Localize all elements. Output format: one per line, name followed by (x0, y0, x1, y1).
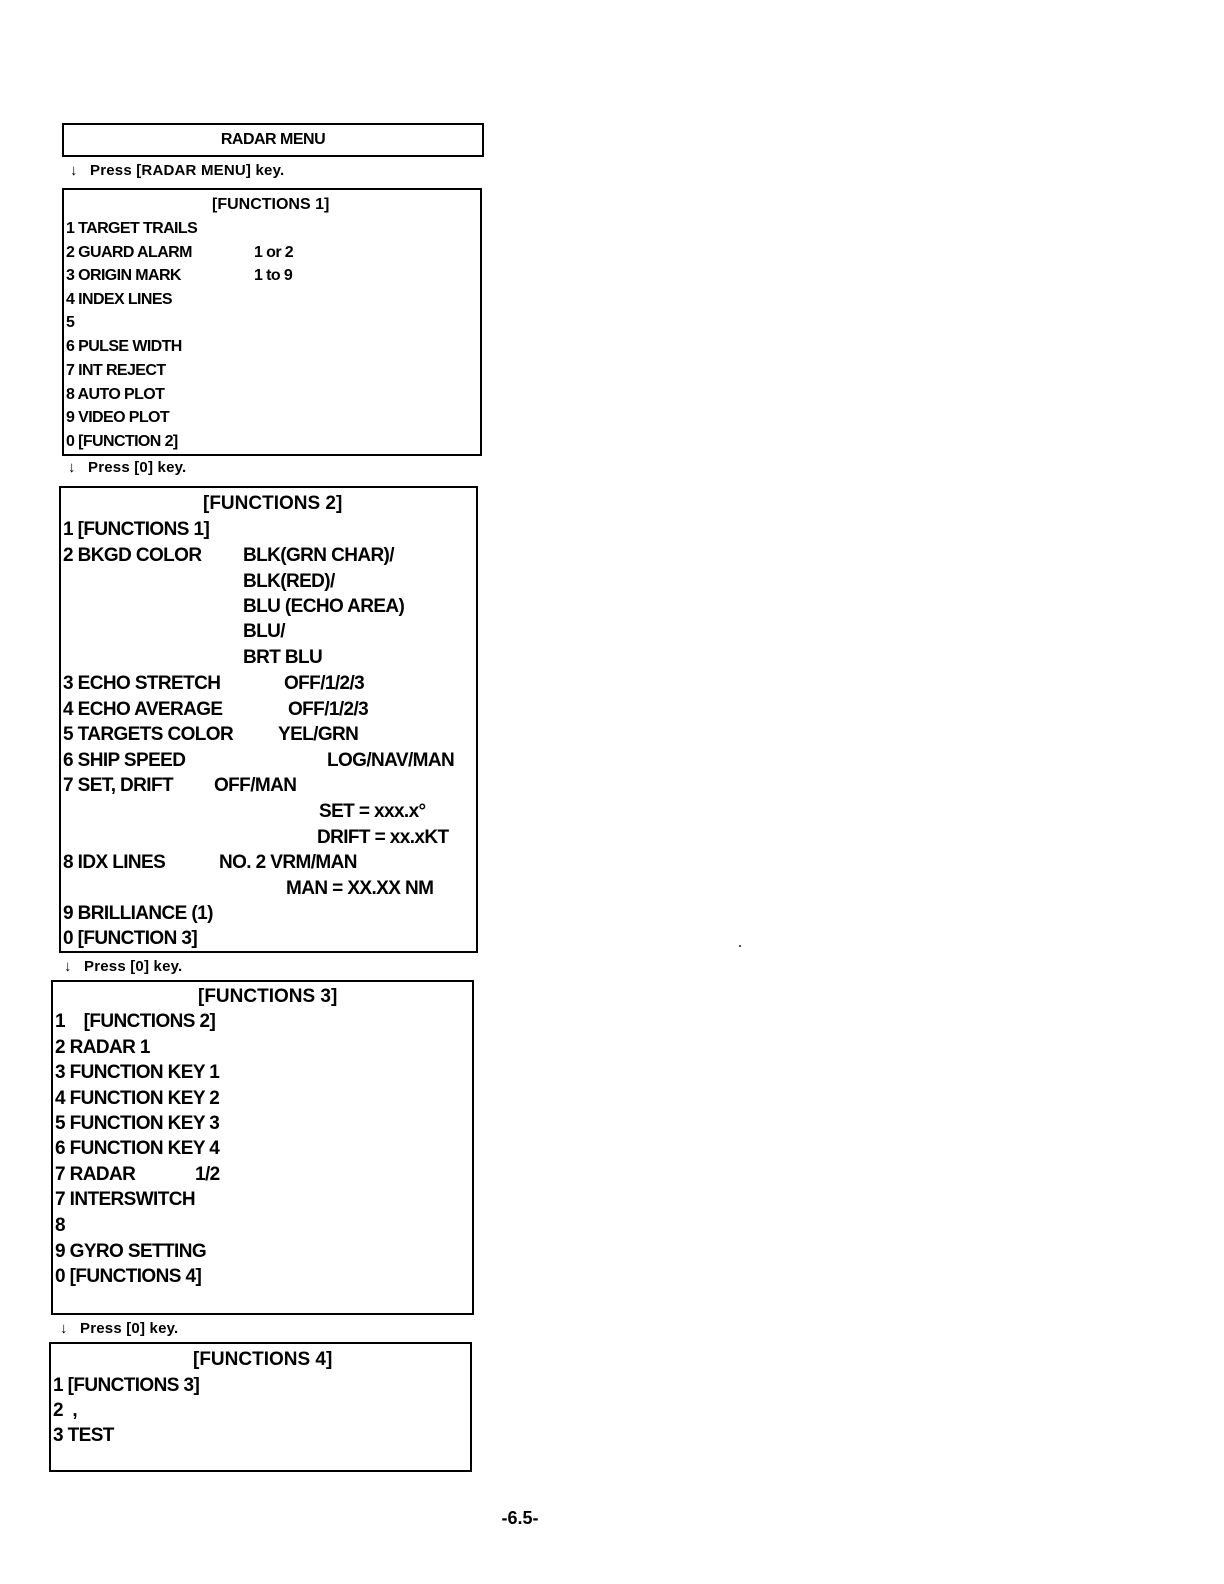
down-arrow-icon: ↓ (68, 459, 76, 476)
menu-item: 3 FUNCTION KEY 1 (55, 1062, 220, 1083)
menu-item: 2 BKGD COLOR (63, 545, 202, 566)
page-number: -6.5- (501, 1508, 539, 1528)
note-press-0-key: ↓ Press [0] key. (64, 958, 183, 975)
menu-item: 9 GYRO SETTING (55, 1241, 207, 1262)
man-value: MAN = XX.XX NM (286, 878, 434, 899)
set-value: SET = xxx.x° (319, 801, 426, 822)
scan-speck (739, 945, 741, 947)
set-drift-value: OFF/MAN (214, 775, 297, 796)
menu-item: 8 (55, 1215, 65, 1236)
note-press-0-key: ↓ Press [0] key. (60, 1320, 179, 1337)
menu-item: 7 INT REJECT (66, 362, 166, 379)
menu-item: 7 SET, DRIFT (63, 775, 173, 796)
functions-3-title: [FUNCTIONS 3] (198, 986, 338, 1007)
menu-item: 0 [FUNCTION 2] (66, 433, 178, 450)
down-arrow-icon: ↓ (64, 958, 72, 975)
functions-1-title: [FUNCTIONS 1] (212, 196, 330, 213)
radar-menu-title: RADAR MENU (220, 131, 326, 148)
functions-1-menu (62, 188, 482, 456)
menu-item: 5 FUNCTION KEY 3 (55, 1113, 220, 1134)
menu-item: 0 [FUNCTION 3] (63, 928, 198, 949)
menu-item: 4 ECHO AVERAGE (63, 699, 223, 720)
note-press-0-key: ↓ Press [0] key. (68, 459, 187, 476)
origin-mark-value: 1 to 9 (254, 267, 293, 284)
down-arrow-icon: ↓ (70, 162, 78, 179)
echo-stretch-value: OFF/1/2/3 (284, 673, 365, 694)
functions-2-menu (59, 486, 478, 953)
menu-item: 8 IDX LINES (63, 852, 166, 873)
menu-item: 2 , (53, 1400, 78, 1421)
menu-item: 0 [FUNCTIONS 4] (55, 1266, 202, 1287)
menu-item: 2 RADAR 1 (55, 1037, 150, 1058)
bkgd-option: BLU/ (243, 621, 285, 642)
idx-lines-value: NO. 2 VRM/MAN (219, 852, 357, 873)
drift-value: DRIFT = xx.xKT (317, 827, 449, 848)
bkgd-option: BLU (ECHO AREA) (243, 596, 405, 617)
menu-item: 6 FUNCTION KEY 4 (55, 1138, 220, 1159)
menu-item: 1 [FUNCTIONS 2] (55, 1011, 216, 1032)
menu-item: 5 TARGETS COLOR (63, 724, 234, 745)
functions-3-menu (51, 980, 474, 1315)
menu-item: 9 VIDEO PLOT (66, 409, 170, 426)
ship-speed-value: LOG/NAV/MAN (327, 750, 455, 771)
targets-color-value: YEL/GRN (278, 724, 359, 745)
menu-item: 5 (66, 314, 75, 331)
menu-item: 7 INTERSWITCH (55, 1189, 195, 1210)
bkgd-option: BLK(RED)/ (243, 571, 335, 592)
menu-item: 1 [FUNCTIONS 3] (53, 1375, 200, 1396)
menu-item: 3 ORIGIN MARK (66, 267, 181, 284)
note-press-radar-menu: ↓ Press [RADAR MENU] key. (70, 162, 285, 179)
bkgd-option: BRT BLU (243, 647, 323, 668)
menu-item: 2 GUARD ALARM (66, 244, 192, 261)
menu-item: 4 INDEX LINES (66, 291, 173, 308)
bkgd-option: BLK(GRN CHAR)/ (243, 545, 394, 566)
radar-value: 1/2 (195, 1164, 220, 1185)
menu-item: 3 ECHO STRETCH (63, 673, 221, 694)
echo-average-value: OFF/1/2/3 (288, 699, 369, 720)
menu-item: 6 SHIP SPEED (63, 750, 186, 771)
guard-alarm-value: 1 or 2 (254, 244, 294, 261)
menu-item: 8 AUTO PLOT (66, 386, 165, 403)
menu-item: 4 FUNCTION KEY 2 (55, 1088, 220, 1109)
functions-4-menu (49, 1342, 472, 1472)
menu-item: 7 RADAR (55, 1164, 136, 1185)
menu-item: 3 TEST (53, 1425, 114, 1446)
functions-2-title: [FUNCTIONS 2] (203, 493, 343, 514)
menu-item: 1 [FUNCTIONS 1] (63, 519, 210, 540)
menu-item: 1 TARGET TRAILS (66, 220, 198, 237)
down-arrow-icon: ↓ (60, 1320, 68, 1337)
menu-item: 6 PULSE WIDTH (66, 338, 182, 355)
menu-item: 9 BRILLIANCE (1) (63, 903, 213, 924)
functions-4-title: [FUNCTIONS 4] (193, 1349, 333, 1370)
radar-menu-title-box (62, 123, 484, 157)
